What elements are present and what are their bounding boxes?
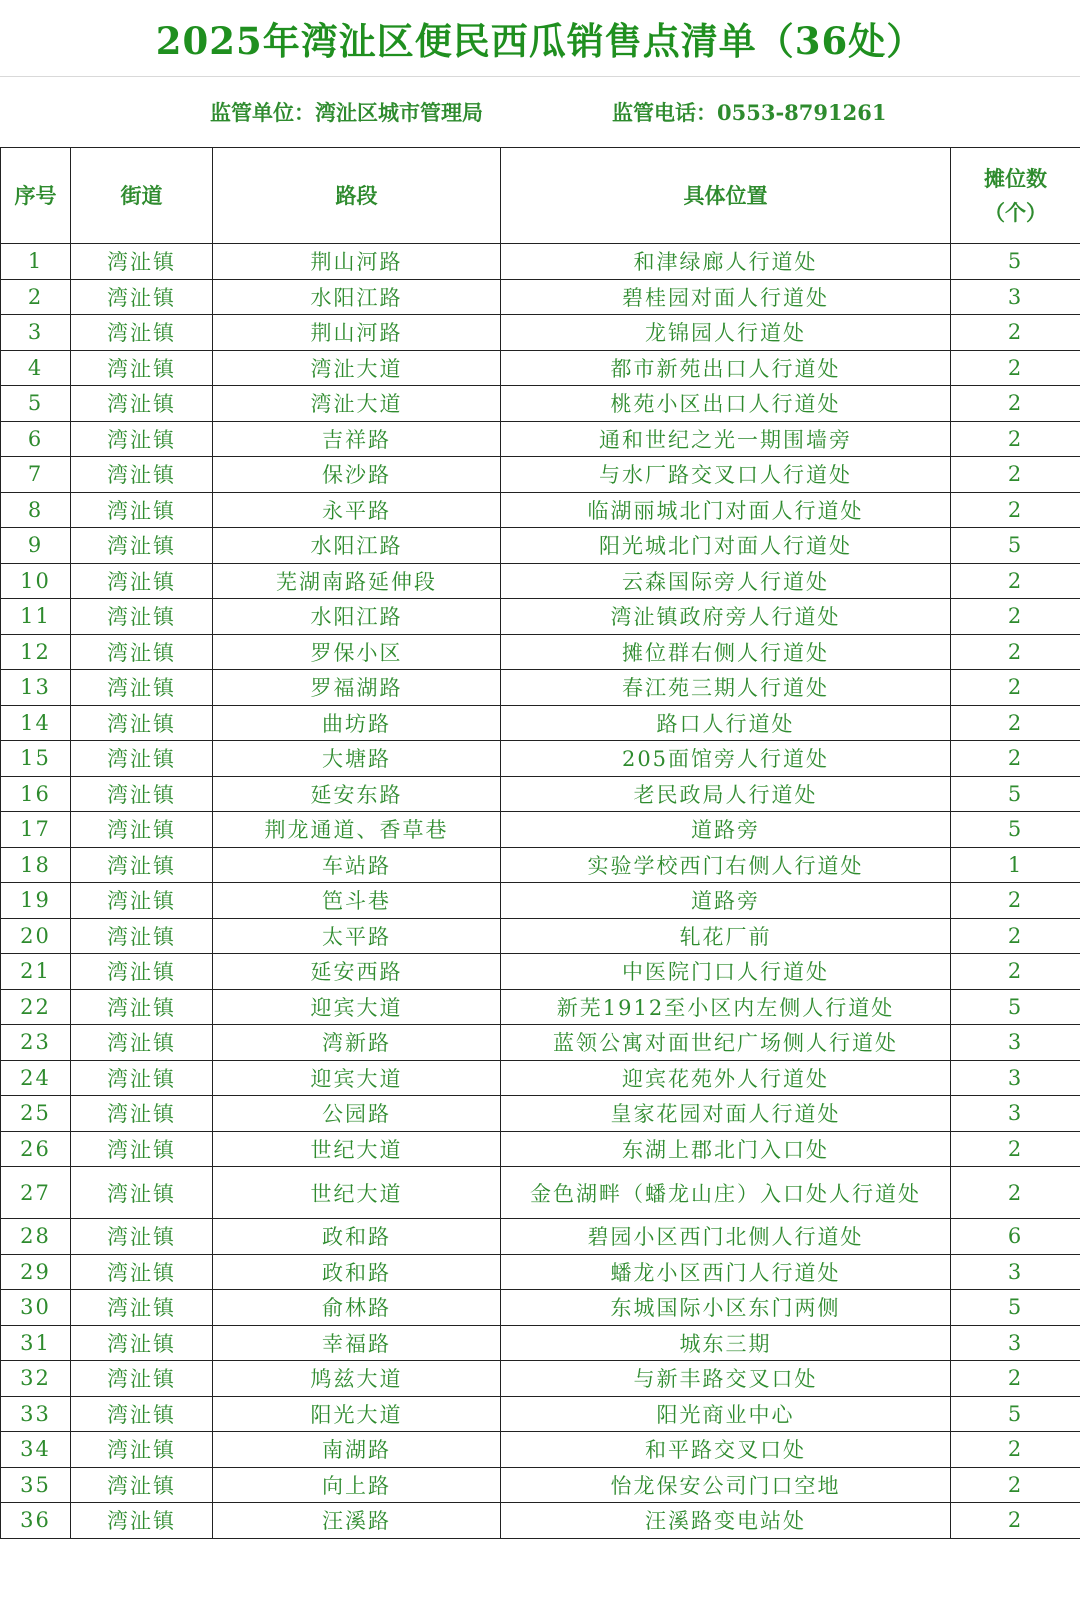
cell-street: 湾沚镇 bbox=[71, 1467, 213, 1503]
table-row bbox=[1, 350, 1080, 386]
cell-index: 16 bbox=[1, 776, 71, 812]
cell-road: 世纪大道 bbox=[213, 1131, 501, 1167]
cell-road: 水阳江路 bbox=[213, 599, 501, 635]
cell-road: 吉祥路 bbox=[213, 421, 501, 457]
cell-location: 汪溪路变电站处 bbox=[501, 1503, 951, 1539]
header-road: 路段 bbox=[213, 148, 501, 244]
cell-street: 湾沚镇 bbox=[71, 1290, 213, 1326]
header-stalls-line1: 摊位数 bbox=[984, 165, 1047, 191]
cell-index: 2 bbox=[1, 279, 71, 315]
cell-index: 5 bbox=[1, 386, 71, 422]
cell-index: 13 bbox=[1, 670, 71, 706]
cell-street: 湾沚镇 bbox=[71, 812, 213, 848]
cell-index: 4 bbox=[1, 350, 71, 386]
table-row bbox=[1, 1167, 1080, 1219]
cell-street: 湾沚镇 bbox=[71, 634, 213, 670]
cell-street: 湾沚镇 bbox=[71, 670, 213, 706]
cell-road: 延安东路 bbox=[213, 776, 501, 812]
table-row bbox=[1, 776, 1080, 812]
cell-road: 汪溪路 bbox=[213, 1503, 501, 1539]
cell-location: 春江苑三期人行道处 bbox=[501, 670, 951, 706]
cell-road: 幸福路 bbox=[213, 1325, 501, 1361]
cell-road: 水阳江路 bbox=[213, 279, 501, 315]
cell-location: 迎宾花苑外人行道处 bbox=[501, 1060, 951, 1096]
cell-street: 湾沚镇 bbox=[71, 563, 213, 599]
cell-index: 3 bbox=[1, 315, 71, 351]
table-row bbox=[1, 1325, 1080, 1361]
cell-street: 湾沚镇 bbox=[71, 705, 213, 741]
cell-stalls: 5 bbox=[951, 812, 1080, 848]
cell-index: 15 bbox=[1, 741, 71, 777]
cell-index: 27 bbox=[1, 1167, 71, 1219]
table-row bbox=[1, 528, 1080, 564]
cell-index: 11 bbox=[1, 599, 71, 635]
cell-road: 水阳江路 bbox=[213, 528, 501, 564]
cell-street: 湾沚镇 bbox=[71, 350, 213, 386]
cell-street: 湾沚镇 bbox=[71, 386, 213, 422]
cell-index: 26 bbox=[1, 1131, 71, 1167]
cell-index: 23 bbox=[1, 1025, 71, 1061]
cell-road: 向上路 bbox=[213, 1467, 501, 1503]
table-row bbox=[1, 812, 1080, 848]
header-location: 具体位置 bbox=[501, 148, 951, 244]
cell-stalls: 2 bbox=[951, 350, 1080, 386]
cell-index: 32 bbox=[1, 1361, 71, 1397]
cell-street: 湾沚镇 bbox=[71, 1219, 213, 1255]
cell-index: 1 bbox=[1, 244, 71, 280]
cell-street: 湾沚镇 bbox=[71, 1254, 213, 1290]
table-row bbox=[1, 634, 1080, 670]
table-row bbox=[1, 563, 1080, 599]
cell-stalls: 1 bbox=[951, 847, 1080, 883]
cell-street: 湾沚镇 bbox=[71, 1432, 213, 1468]
cell-location: 轧花厂前 bbox=[501, 918, 951, 954]
table-row bbox=[1, 244, 1080, 280]
table-row bbox=[1, 1396, 1080, 1432]
cell-location: 桃苑小区出口人行道处 bbox=[501, 386, 951, 422]
cell-index: 20 bbox=[1, 918, 71, 954]
cell-index: 6 bbox=[1, 421, 71, 457]
cell-street: 湾沚镇 bbox=[71, 1361, 213, 1397]
table-row bbox=[1, 1219, 1080, 1255]
cell-location: 老民政局人行道处 bbox=[501, 776, 951, 812]
cell-location: 与新丰路交叉口处 bbox=[501, 1361, 951, 1397]
cell-location: 路口人行道处 bbox=[501, 705, 951, 741]
cell-street: 湾沚镇 bbox=[71, 1396, 213, 1432]
cell-stalls: 3 bbox=[951, 1254, 1080, 1290]
cell-index: 22 bbox=[1, 989, 71, 1025]
table-row bbox=[1, 954, 1080, 990]
table-row bbox=[1, 457, 1080, 493]
table-row bbox=[1, 421, 1080, 457]
cell-index: 31 bbox=[1, 1325, 71, 1361]
cell-street: 湾沚镇 bbox=[71, 421, 213, 457]
cell-road: 笆斗巷 bbox=[213, 883, 501, 919]
cell-index: 28 bbox=[1, 1219, 71, 1255]
cell-road: 罗福湖路 bbox=[213, 670, 501, 706]
cell-road: 公园路 bbox=[213, 1096, 501, 1132]
cell-stalls: 2 bbox=[951, 599, 1080, 635]
cell-location: 怡龙保安公司门口空地 bbox=[501, 1467, 951, 1503]
cell-street: 湾沚镇 bbox=[71, 883, 213, 919]
cell-street: 湾沚镇 bbox=[71, 279, 213, 315]
cell-street: 湾沚镇 bbox=[71, 1325, 213, 1361]
table-row bbox=[1, 492, 1080, 528]
cell-location: 龙锦园人行道处 bbox=[501, 315, 951, 351]
cell-road: 荆山河路 bbox=[213, 244, 501, 280]
cell-location: 皇家花园对面人行道处 bbox=[501, 1096, 951, 1132]
cell-location: 城东三期 bbox=[501, 1325, 951, 1361]
cell-stalls: 5 bbox=[951, 1396, 1080, 1432]
header-street: 街道 bbox=[71, 148, 213, 244]
table-row bbox=[1, 705, 1080, 741]
cell-street: 湾沚镇 bbox=[71, 599, 213, 635]
cell-road: 迎宾大道 bbox=[213, 989, 501, 1025]
cell-stalls: 6 bbox=[951, 1219, 1080, 1255]
cell-street: 湾沚镇 bbox=[71, 528, 213, 564]
cell-location: 道路旁 bbox=[501, 812, 951, 848]
cell-location: 道路旁 bbox=[501, 883, 951, 919]
header-stalls bbox=[951, 148, 1080, 244]
cell-street: 湾沚镇 bbox=[71, 1131, 213, 1167]
cell-index: 34 bbox=[1, 1432, 71, 1468]
cell-stalls: 2 bbox=[951, 421, 1080, 457]
table-row bbox=[1, 883, 1080, 919]
cell-stalls: 2 bbox=[951, 883, 1080, 919]
cell-location: 临湖丽城北门对面人行道处 bbox=[501, 492, 951, 528]
cell-street: 湾沚镇 bbox=[71, 1503, 213, 1539]
supervisor-phone: 监管电话：0553-8791261 bbox=[612, 100, 887, 125]
cell-index: 8 bbox=[1, 492, 71, 528]
cell-stalls: 2 bbox=[951, 1167, 1080, 1219]
cell-road: 湾沚大道 bbox=[213, 350, 501, 386]
cell-road: 湾沚大道 bbox=[213, 386, 501, 422]
table-row bbox=[1, 989, 1080, 1025]
supervisor-info bbox=[0, 77, 1080, 147]
cell-street: 湾沚镇 bbox=[71, 1096, 213, 1132]
page-title: 2025年湾沚区便民西瓜销售点清单（36处） bbox=[155, 19, 925, 63]
cell-stalls: 5 bbox=[951, 989, 1080, 1025]
cell-location: 蟠龙小区西门人行道处 bbox=[501, 1254, 951, 1290]
cell-index: 12 bbox=[1, 634, 71, 670]
cell-stalls: 2 bbox=[951, 918, 1080, 954]
table-header-row bbox=[1, 148, 1080, 244]
cell-stalls: 5 bbox=[951, 1290, 1080, 1326]
cell-index: 21 bbox=[1, 954, 71, 990]
cell-index: 36 bbox=[1, 1503, 71, 1539]
cell-road: 太平路 bbox=[213, 918, 501, 954]
cell-road: 俞林路 bbox=[213, 1290, 501, 1326]
cell-street: 湾沚镇 bbox=[71, 1060, 213, 1096]
table-row bbox=[1, 1290, 1080, 1326]
cell-location: 阳光城北门对面人行道处 bbox=[501, 528, 951, 564]
cell-stalls: 3 bbox=[951, 1025, 1080, 1061]
cell-stalls: 2 bbox=[951, 705, 1080, 741]
cell-index: 18 bbox=[1, 847, 71, 883]
cell-location: 蓝领公寓对面世纪广场侧人行道处 bbox=[501, 1025, 951, 1061]
cell-location: 东湖上郡北门入口处 bbox=[501, 1131, 951, 1167]
cell-index: 7 bbox=[1, 457, 71, 493]
cell-location: 东城国际小区东门两侧 bbox=[501, 1290, 951, 1326]
cell-index: 9 bbox=[1, 528, 71, 564]
table-row bbox=[1, 670, 1080, 706]
cell-street: 湾沚镇 bbox=[71, 492, 213, 528]
cell-street: 湾沚镇 bbox=[71, 315, 213, 351]
cell-location: 与水厂路交叉口人行道处 bbox=[501, 457, 951, 493]
cell-index: 33 bbox=[1, 1396, 71, 1432]
cell-location: 实验学校西门右侧人行道处 bbox=[501, 847, 951, 883]
cell-index: 17 bbox=[1, 812, 71, 848]
cell-road: 大塘路 bbox=[213, 741, 501, 777]
cell-road: 南湖路 bbox=[213, 1432, 501, 1468]
cell-location: 碧桂园对面人行道处 bbox=[501, 279, 951, 315]
table-row bbox=[1, 918, 1080, 954]
header-stalls-line2: （个） bbox=[984, 199, 1047, 225]
table-row bbox=[1, 1254, 1080, 1290]
table-row bbox=[1, 599, 1080, 635]
cell-location: 湾沚镇政府旁人行道处 bbox=[501, 599, 951, 635]
cell-stalls: 3 bbox=[951, 1096, 1080, 1132]
table-row bbox=[1, 1060, 1080, 1096]
cell-stalls: 2 bbox=[951, 492, 1080, 528]
cell-index: 25 bbox=[1, 1096, 71, 1132]
table-row bbox=[1, 741, 1080, 777]
cell-road: 阳光大道 bbox=[213, 1396, 501, 1432]
cell-road: 世纪大道 bbox=[213, 1167, 501, 1219]
cell-location: 阳光商业中心 bbox=[501, 1396, 951, 1432]
cell-location: 205面馆旁人行道处 bbox=[501, 741, 951, 777]
table-row bbox=[1, 1096, 1080, 1132]
cell-road: 鸠兹大道 bbox=[213, 1361, 501, 1397]
cell-stalls: 2 bbox=[951, 1131, 1080, 1167]
cell-road: 延安西路 bbox=[213, 954, 501, 990]
cell-stalls: 2 bbox=[951, 563, 1080, 599]
stall-table bbox=[0, 147, 1080, 1539]
table-row bbox=[1, 1503, 1080, 1539]
table-row bbox=[1, 315, 1080, 351]
cell-location: 新芜1912至小区内左侧人行道处 bbox=[501, 989, 951, 1025]
table-row bbox=[1, 1025, 1080, 1061]
cell-location: 都市新苑出口人行道处 bbox=[501, 350, 951, 386]
table-row bbox=[1, 279, 1080, 315]
cell-location: 通和世纪之光一期围墙旁 bbox=[501, 421, 951, 457]
cell-location: 摊位群右侧人行道处 bbox=[501, 634, 951, 670]
cell-road: 迎宾大道 bbox=[213, 1060, 501, 1096]
table-body bbox=[1, 244, 1080, 1539]
cell-stalls: 2 bbox=[951, 1432, 1080, 1468]
cell-road: 车站路 bbox=[213, 847, 501, 883]
cell-road: 罗保小区 bbox=[213, 634, 501, 670]
cell-street: 湾沚镇 bbox=[71, 954, 213, 990]
cell-stalls: 5 bbox=[951, 244, 1080, 280]
cell-stalls: 2 bbox=[951, 386, 1080, 422]
cell-street: 湾沚镇 bbox=[71, 1167, 213, 1219]
cell-road: 荆龙通道、香草巷 bbox=[213, 812, 501, 848]
cell-road: 芜湖南路延伸段 bbox=[213, 563, 501, 599]
cell-stalls: 2 bbox=[951, 954, 1080, 990]
cell-stalls: 2 bbox=[951, 1467, 1080, 1503]
cell-location: 中医院门口人行道处 bbox=[501, 954, 951, 990]
cell-stalls: 3 bbox=[951, 1060, 1080, 1096]
cell-location: 和平路交叉口处 bbox=[501, 1432, 951, 1468]
cell-road: 曲坊路 bbox=[213, 705, 501, 741]
cell-location: 碧园小区西门北侧人行道处 bbox=[501, 1219, 951, 1255]
table-row bbox=[1, 1432, 1080, 1468]
cell-stalls: 5 bbox=[951, 528, 1080, 564]
table-row bbox=[1, 847, 1080, 883]
header-index: 序号 bbox=[1, 148, 71, 244]
table-row bbox=[1, 1361, 1080, 1397]
cell-road: 湾新路 bbox=[213, 1025, 501, 1061]
cell-stalls: 3 bbox=[951, 279, 1080, 315]
cell-location: 和津绿廊人行道处 bbox=[501, 244, 951, 280]
cell-street: 湾沚镇 bbox=[71, 776, 213, 812]
cell-index: 35 bbox=[1, 1467, 71, 1503]
cell-street: 湾沚镇 bbox=[71, 741, 213, 777]
cell-stalls: 2 bbox=[951, 457, 1080, 493]
cell-road: 政和路 bbox=[213, 1219, 501, 1255]
cell-street: 湾沚镇 bbox=[71, 1025, 213, 1061]
cell-index: 10 bbox=[1, 563, 71, 599]
cell-street: 湾沚镇 bbox=[71, 918, 213, 954]
title-bar bbox=[0, 0, 1080, 77]
cell-road: 保沙路 bbox=[213, 457, 501, 493]
cell-index: 19 bbox=[1, 883, 71, 919]
cell-stalls: 2 bbox=[951, 670, 1080, 706]
supervisor-unit: 监管单位：湾沚区城市管理局 bbox=[210, 100, 483, 125]
cell-street: 湾沚镇 bbox=[71, 244, 213, 280]
cell-location: 金色湖畔（蟠龙山庄）入口处人行道处 bbox=[501, 1167, 951, 1219]
cell-street: 湾沚镇 bbox=[71, 457, 213, 493]
cell-location: 云森国际旁人行道处 bbox=[501, 563, 951, 599]
cell-road: 永平路 bbox=[213, 492, 501, 528]
cell-stalls: 3 bbox=[951, 1325, 1080, 1361]
cell-stalls: 2 bbox=[951, 315, 1080, 351]
cell-index: 24 bbox=[1, 1060, 71, 1096]
cell-index: 29 bbox=[1, 1254, 71, 1290]
cell-stalls: 2 bbox=[951, 1503, 1080, 1539]
table-row bbox=[1, 386, 1080, 422]
cell-street: 湾沚镇 bbox=[71, 989, 213, 1025]
cell-road: 政和路 bbox=[213, 1254, 501, 1290]
cell-stalls: 2 bbox=[951, 1361, 1080, 1397]
cell-road: 荆山河路 bbox=[213, 315, 501, 351]
cell-index: 30 bbox=[1, 1290, 71, 1326]
cell-stalls: 2 bbox=[951, 741, 1080, 777]
table-row bbox=[1, 1467, 1080, 1503]
cell-street: 湾沚镇 bbox=[71, 847, 213, 883]
cell-index: 14 bbox=[1, 705, 71, 741]
cell-stalls: 2 bbox=[951, 634, 1080, 670]
cell-stalls: 5 bbox=[951, 776, 1080, 812]
table-row bbox=[1, 1131, 1080, 1167]
